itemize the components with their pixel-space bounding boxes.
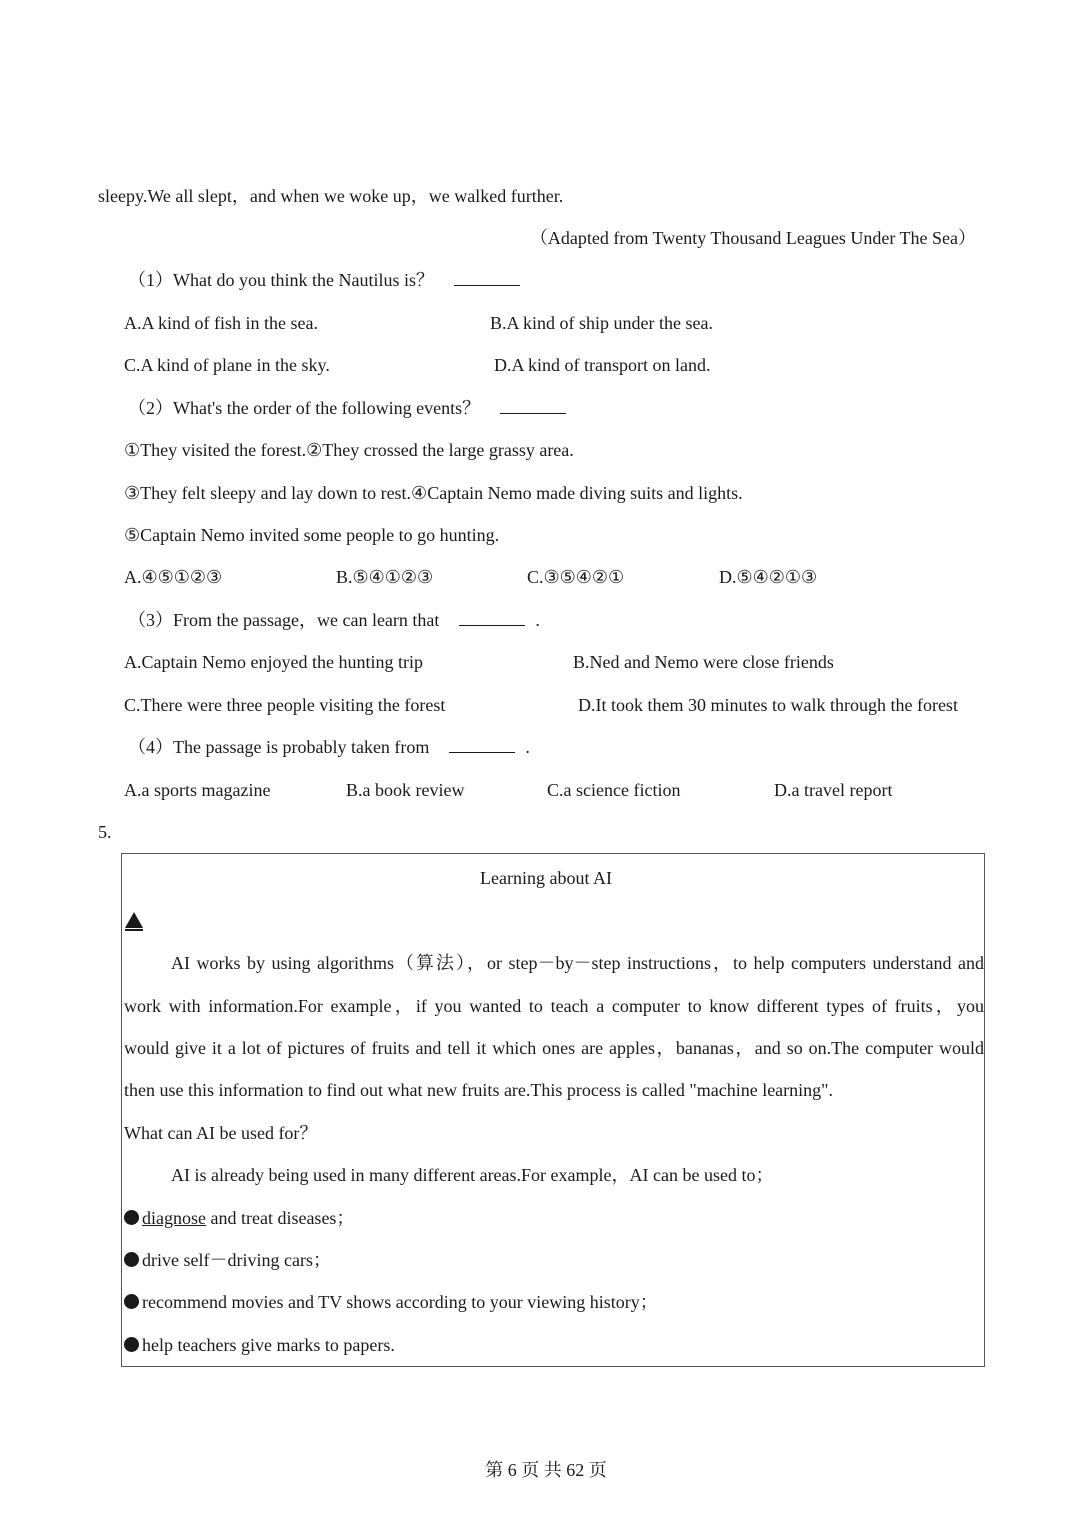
- box-title: Learning about AI: [480, 868, 612, 888]
- q4-stem: （4）The passage is probably taken from .: [128, 737, 530, 757]
- q2-events-line: ①They visited the forest.②They crossed the large grassy area.: [124, 440, 574, 460]
- answer-blank[interactable]: [459, 611, 525, 626]
- q4-option-d[interactable]: D.a travel report: [774, 780, 893, 800]
- triangle-icon: [125, 912, 143, 928]
- bullet-icon: [124, 1210, 139, 1225]
- answer-blank[interactable]: [454, 271, 520, 286]
- passage-source: （Adapted from Twenty Thousand Leagues Under The Sea）: [529, 228, 976, 248]
- q3-option-d[interactable]: D.It took them 30 minutes to walk through the forest: [578, 695, 958, 715]
- answer-blank[interactable]: [449, 738, 515, 753]
- q1-option-a[interactable]: A.A kind of fish in the sea.: [124, 313, 318, 333]
- q2-option-c[interactable]: C.③⑤④②①: [527, 567, 625, 587]
- q1-option-b[interactable]: B.A kind of ship under the sea.: [490, 313, 713, 333]
- q5-number: 5.: [98, 822, 112, 842]
- q4-option-b[interactable]: B.a book review: [346, 780, 465, 800]
- bullet-item: recommend movies and TV shows according to your viewing history；: [124, 1290, 658, 1314]
- q3-option-c[interactable]: C.There were three people visiting the forest: [124, 695, 446, 715]
- ai-subheading: What can AI be used for？: [124, 1123, 318, 1143]
- ai-paragraph-line: work with information.For example，if you wanted to teach a computer to know different types of fruits，you: [124, 996, 984, 1016]
- q3-option-b[interactable]: B.Ned and Nemo were close friends: [573, 652, 834, 672]
- q4-option-c[interactable]: C.a science fiction: [547, 780, 681, 800]
- q1-option-c[interactable]: C.A kind of plane in the sky.: [124, 355, 330, 375]
- passage-last-line: sleepy.We all slept，and when we woke up，we walked further.: [98, 186, 564, 206]
- underlined-word: diagnose: [142, 1208, 206, 1228]
- bullet-item: help teachers give marks to papers.: [124, 1333, 395, 1357]
- q2-option-b[interactable]: B.⑤④①②③: [336, 567, 434, 587]
- q2-stem: （2）What's the order of the following events？: [128, 396, 566, 420]
- q2-option-a[interactable]: A.④⑤①②③: [124, 567, 223, 587]
- ai-paragraph-line: would give it a lot of pictures of fruits and tell it which ones are apples，bananas，and so on.The computer would: [124, 1038, 984, 1058]
- page-footer: 第 6 页 共 62 页: [485, 1460, 607, 1480]
- answer-blank[interactable]: [500, 399, 566, 414]
- q1-stem: （1）What do you think the Nautilus is？: [128, 268, 520, 292]
- ai-paragraph-line: then use this information to find out what new fruits are.This process is called "machine learning".: [124, 1080, 834, 1100]
- q3-option-a[interactable]: A.Captain Nemo enjoyed the hunting trip: [124, 652, 423, 672]
- bullet-item: diagnose and treat diseases；: [124, 1206, 354, 1230]
- q3-stem: （3）From the passage，we can learn that .: [128, 610, 540, 630]
- q1-option-d[interactable]: D.A kind of transport on land.: [494, 355, 711, 375]
- q2-events-line: ⑤Captain Nemo invited some people to go hunting.: [124, 525, 500, 545]
- triangle-underline: [125, 929, 143, 931]
- bullet-item: drive self－driving cars；: [124, 1248, 331, 1272]
- q2-events-line: ③They felt sleepy and lay down to rest.④Captain Nemo made diving suits and lights.: [124, 483, 743, 503]
- ai-paragraph-line: AI works by using algorithms（算法），or step－by－step instructions，to help computers understand and: [171, 953, 984, 973]
- q4-option-a[interactable]: A.a sports magazine: [124, 780, 271, 800]
- bullet-icon: [124, 1252, 139, 1267]
- ai-paragraph: AI is already being used in many different areas.For example，AI can be used to；: [171, 1165, 774, 1185]
- q2-option-d[interactable]: D.⑤④②①③: [719, 567, 818, 587]
- bullet-icon: [124, 1294, 139, 1309]
- bullet-icon: [124, 1337, 139, 1352]
